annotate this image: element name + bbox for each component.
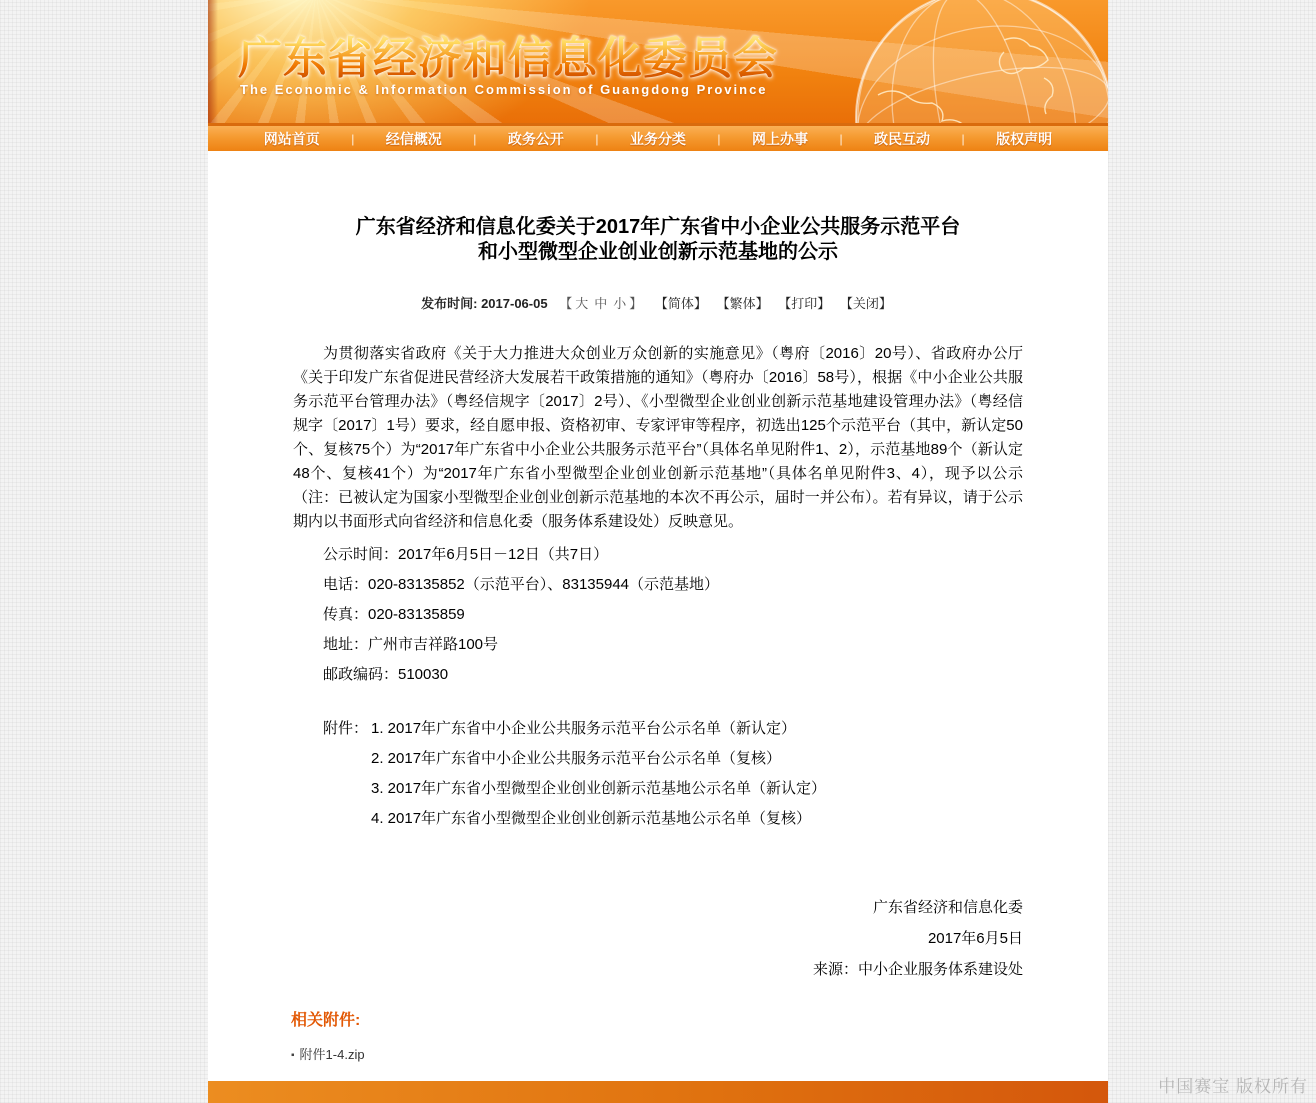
attachment-item-1: 1. 2017年广东省中小企业公共服务示范平台公示名单（新认定） [371,720,797,737]
print-button[interactable]: 【打印】 [778,296,831,311]
main-nav [208,123,1108,151]
article-title [293,215,1023,265]
copyright-watermark: 中国赛宝 版权所有 [1158,1077,1308,1096]
nav-item-gov-affairs[interactable]: 政务公开 [507,130,564,147]
nav-item-interaction[interactable]: 政民互动 [874,130,931,147]
attachment-item-2: 2. 2017年广东省中小企业公共服务示范平台公示名单（复核） [371,750,782,767]
traditional-button[interactable]: 【繁体】 [716,296,769,311]
attachment-item-4: 4. 2017年广东省小型微型企业创业创新示范基地公示名单（复核） [371,810,812,827]
site-banner [208,0,1108,123]
site-title: 广东省经济和信息化委员会 [238,22,778,86]
globe-icon [808,0,1108,123]
signature-block [293,892,1023,985]
page-container [208,0,1108,1103]
public-notice-period: 公示时间：2017年6月5日－12日（共7日） [323,546,609,563]
bracket: 】 [629,296,643,311]
attachment-zip-link[interactable] [291,1044,365,1063]
nav-separator: | [351,131,355,146]
fax-line: 传真：020-83135859 [323,606,465,623]
nav-item-copyright[interactable]: 版权声明 [996,130,1053,147]
postal-code-line: 邮政编码：510030 [323,666,449,683]
simplified-button[interactable]: 【简体】 [654,296,707,311]
attachment-list [293,714,1023,834]
address-line: 地址：广州市吉祥路100号 [323,636,499,653]
bullet-icon: ▪ [291,1050,295,1061]
site-subtitle: The Economic & Information Commission of Guangdong Province [240,82,768,97]
nav-separator: | [717,131,721,146]
nav-separator: | [839,131,843,146]
contact-info [293,540,1023,690]
bracket: 【 [559,296,573,311]
article-title-line1: 广东省经济和信息化委关于2017年广东省中小企业公共服务示范平台 [355,216,961,238]
article-title-line2: 和小型微型企业创业创新示范基地的公示 [478,241,838,263]
nav-item-home[interactable]: 网站首页 [263,130,320,147]
font-size-large-button[interactable]: 大 [575,296,589,311]
font-size-medium-button[interactable]: 中 [594,296,608,311]
article-meta [293,293,1023,312]
close-button[interactable]: 【关闭】 [839,296,892,311]
article-area [208,151,1108,1081]
article-body-paragraph: 为贯彻落实省政府《关于大力推进大众创业万众创新的实施意见》（粤府〔2016〕20号）、省政府办公厅《关于印发广东省促进民营经济大发展若干政策措施的通知》（粤府办〔2016〕58号），根据《中小企业公共服务示范平台管理办法》（粤经信规字〔2017〕2号）、《小型微型企业创业创新示范基地建设管理办法》（粤经信规字〔2017〕1号）要求，经自愿申报、资格初审、专家评审等程序，初选出125个示范平台（其中，新认定50个、复核75个）为“2017年广东省中小企业公共服务示范平台”（具体名单见附件1、2），示范基地89个（新认定48个、复核41个）为“2017年广东省小型微型企业创业创新示范基地”（具体名单见附件3、4），现予以公示（注：已被认定为国家小型微型企业创业创新示范基地的本次不再公示，届时一并公布）。若有异议，请于公示期内以书面形式向省经济和信息化委（服务体系建设处）反映意见。 [293,345,1023,530]
signature-org: 广东省经济和信息化委 [872,899,1023,916]
footer-bar [208,1081,1108,1103]
nav-item-business[interactable]: 业务分类 [629,130,686,147]
signature-source: 来源：中小企业服务体系建设处 [812,961,1023,978]
telephone-line: 电话：020-83135852（示范平台）、83135944（示范基地） [323,576,720,593]
attachment-item-3: 3. 2017年广东省小型微型企业创业创新示范基地公示名单（新认定） [371,780,827,797]
nav-item-online-services[interactable]: 网上办事 [751,130,808,147]
attachment-zip-filename: 附件1-4.zip [299,1047,365,1062]
nav-separator: | [473,131,477,146]
related-attachments-section [291,1007,1023,1064]
font-size-controls [559,296,642,311]
nav-separator: | [595,131,599,146]
publish-date: 发布时间: 2017-06-05 [421,296,548,311]
nav-separator: | [961,131,965,146]
related-attachments-heading: 相关附件: [291,1012,361,1029]
font-size-small-button[interactable]: 小 [613,296,627,311]
nav-item-overview[interactable]: 经信概况 [385,130,442,147]
attachment-label: 附件： [323,720,369,737]
signature-date: 2017年6月5日 [927,930,1023,947]
